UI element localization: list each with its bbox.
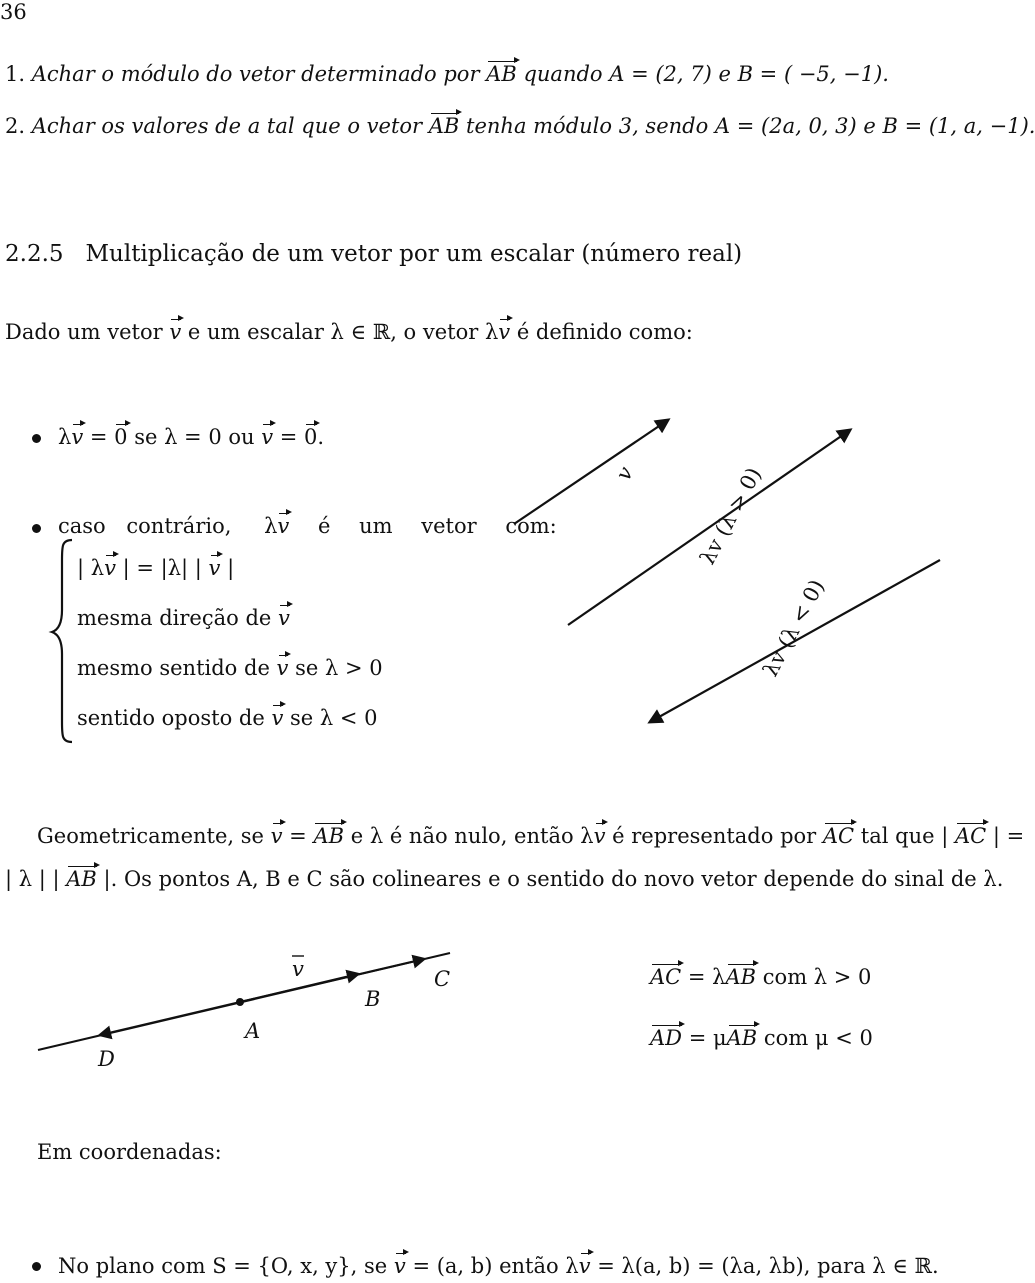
text-part: se λ < 0 <box>283 706 378 730</box>
figure-label-v: v <box>611 462 638 485</box>
text-part: se λ = 0 ou <box>127 425 262 449</box>
text-part: | λ | | <box>5 867 67 891</box>
vector-v: v <box>104 556 116 580</box>
vector-v: v <box>169 320 182 344</box>
section-number: 2.2.5 <box>5 241 64 267</box>
exercise-number: 1. <box>5 62 26 86</box>
text-part: = (a, b) então λ <box>405 1254 579 1278</box>
vector-v: v <box>278 606 290 630</box>
coordinates-heading: Em coordenadas: <box>37 1140 222 1164</box>
vector-v: v <box>71 425 84 449</box>
text-part: λ <box>58 425 72 449</box>
text-part: No plano com S = {O, x, y}, se <box>58 1254 394 1278</box>
vector-v: v <box>578 1254 591 1278</box>
vector-v: v <box>498 320 511 344</box>
vector-v: v <box>261 425 274 449</box>
text-part: = <box>273 425 305 449</box>
exercise-number: 2. <box>5 114 26 138</box>
text-part: = λ(a, b) = (λa, λb), para λ ∈ ℝ. <box>590 1254 939 1278</box>
text-part: . <box>317 425 325 449</box>
vector-v: v <box>271 706 284 730</box>
word: caso <box>58 514 106 538</box>
vector-v: v <box>277 514 290 538</box>
exercise-text: Achar o módulo do vetor determinado por <box>31 62 487 86</box>
text-part: = μ <box>682 1026 727 1050</box>
vector-ab: AB <box>726 1026 758 1050</box>
text-part: = <box>83 425 115 449</box>
vector-v: v <box>393 1254 406 1278</box>
label-a: A <box>245 1019 261 1043</box>
vector-ac: AC <box>822 824 855 848</box>
word: λ <box>264 514 278 538</box>
vector-ab: AB <box>428 114 460 138</box>
text-part: = <box>282 824 314 848</box>
label-d: D <box>98 1047 115 1071</box>
word: um <box>359 514 393 538</box>
word: é <box>317 514 331 538</box>
text-part: | λ <box>77 556 105 580</box>
vector-v: v <box>276 656 289 680</box>
text-part: | = |λ| | <box>115 556 209 580</box>
word: vetor <box>421 514 477 538</box>
text-part: sentido oposto de <box>77 706 272 730</box>
vector-ab: AB <box>66 867 97 891</box>
label-b: B <box>365 987 381 1011</box>
vector-ac: AC <box>954 824 987 848</box>
vector-v: v <box>270 824 283 848</box>
vector-ad: AD <box>650 1026 683 1050</box>
section-title: Multiplicação de um vetor por um escalar (número real) <box>85 241 743 267</box>
label-c: C <box>434 967 451 991</box>
text-part: | = <box>986 824 1025 848</box>
text-part: é representado por <box>605 824 823 848</box>
text-part: mesma direção de <box>77 606 278 630</box>
vector-ac-arrow <box>240 959 424 1002</box>
zero-vector: 0 <box>304 425 318 449</box>
word: contrário, <box>126 514 232 538</box>
vector-ab: AB <box>725 965 757 989</box>
page-number: 36 <box>0 0 27 24</box>
point-a <box>236 998 244 1006</box>
vector-v: v <box>593 824 606 848</box>
equation-ac <box>650 967 871 988</box>
text-part: mesmo sentido de <box>77 656 277 680</box>
exercise-text-end: quando A = (2, 7) e B = ( −5, −1). <box>516 62 889 86</box>
text-part: se λ > 0 <box>288 656 383 680</box>
word: com: <box>505 514 557 538</box>
figure-label-lambda-positive: λv (λ > 0) <box>695 463 767 569</box>
coordinates-bullet-text <box>58 1256 939 1277</box>
bullet <box>32 1262 41 1271</box>
vector-ab: AB <box>313 824 345 848</box>
label-v: v <box>292 957 304 981</box>
text-part: e λ é não nulo, então λ <box>344 824 594 848</box>
definition-part: Dado um vetor <box>5 320 170 344</box>
exercise-text: Achar os valores de a tal que o vetor <box>31 114 429 138</box>
zero-vector: 0 <box>114 425 128 449</box>
text-part: = λ <box>681 965 726 989</box>
text-part: tal que | <box>854 824 955 848</box>
text-part: com μ < 0 <box>757 1026 873 1050</box>
definition-part: é definido como: <box>510 320 693 344</box>
vector-ad-arrow <box>100 1002 240 1035</box>
exercise-text-end: tenha módulo 3, sendo A = (2a, 0, 3) e B = (1, a, −1). <box>459 114 1035 138</box>
figure-label-lambda-negative: λv (λ < 0) <box>758 575 830 681</box>
text-part: Geometricamente, se <box>37 824 271 848</box>
equation-ad <box>650 1028 873 1049</box>
text-part: |. Os pontos A, B e C são colineares e o sentido do novo vetor depende do sinal de λ. <box>96 867 1004 891</box>
vector-ac: AC <box>650 965 682 989</box>
vector-v: v <box>208 556 221 580</box>
definition-part: e um escalar λ ∈ ℝ, o vetor λ <box>181 320 499 344</box>
vector-ab: AB <box>486 62 517 86</box>
text-part: | <box>220 556 235 580</box>
text-part: com λ > 0 <box>756 965 872 989</box>
